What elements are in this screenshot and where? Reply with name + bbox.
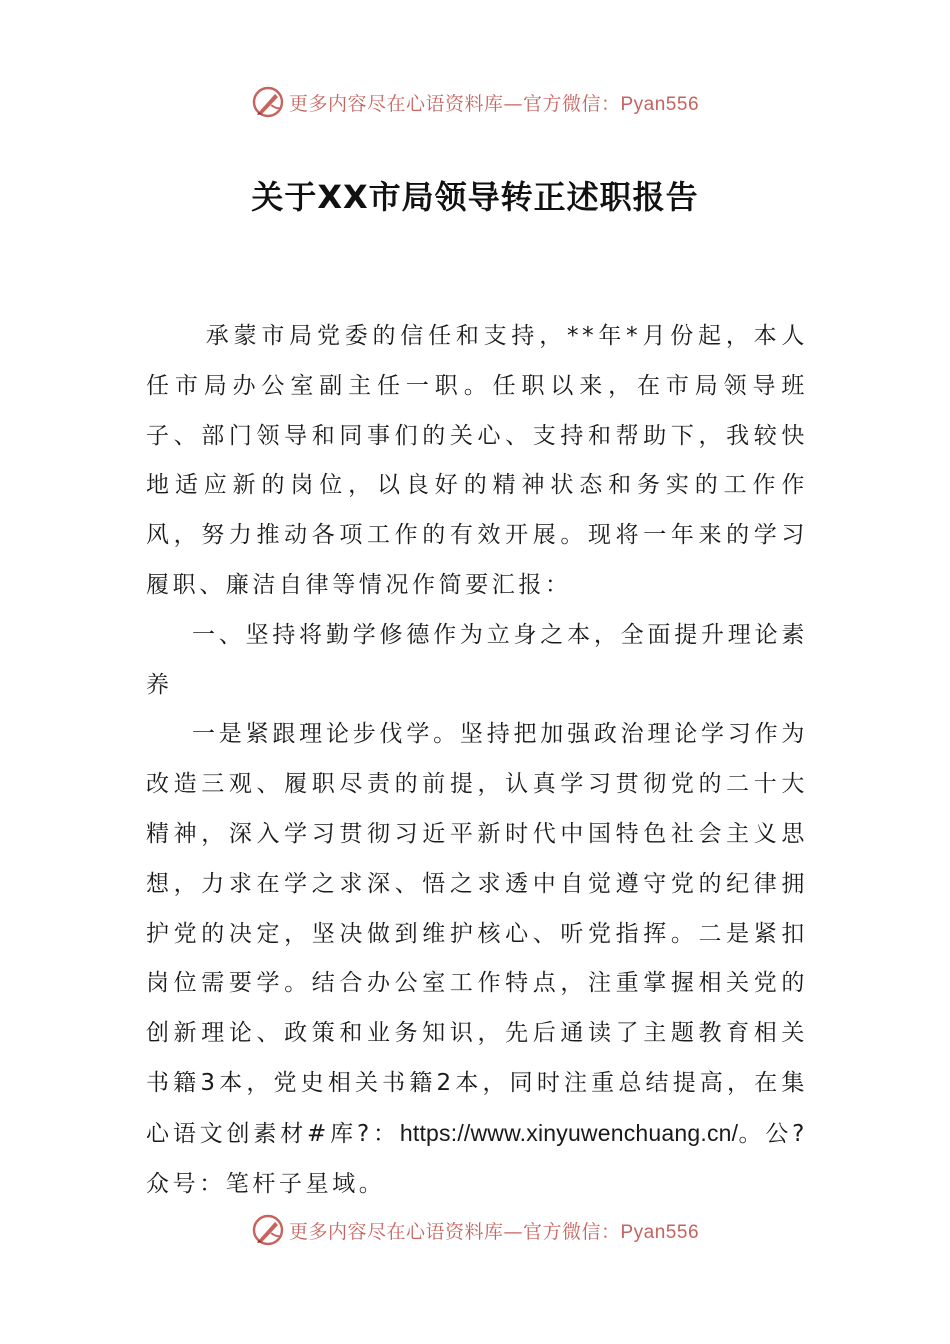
section-heading-1: 一、坚持将勤学修德作为立身之本，全面提升理论素养 (146, 621, 808, 698)
watermark-text: 更多内容尽在心语资料库—官方微信：Pyan556 (288, 1220, 700, 1243)
watermark-banner-top (0, 82, 950, 122)
watermark-banner-bottom (0, 1210, 950, 1250)
pen-logo-icon (251, 85, 285, 119)
watermark-text: 更多内容尽在心语资料库—官方微信：Pyan556 (288, 92, 700, 115)
paragraph-tail: 。公?众号：笔杆子星域。 (146, 1120, 808, 1197)
pen-logo-icon (251, 1213, 285, 1247)
document-body (146, 312, 808, 1209)
wechat-id: Pyan556 (620, 93, 700, 115)
paragraph-intro: 承蒙市局党委的信任和支持，**年*月份起，本人任市局办公室副主任一职。任职以来，在市局领导班子、部门领导和同事们的关心、支持和帮助下，我较快地适应新的岗位，以良好的精神状态和务实的工作作风，努力推动各项工作的有效开展。现将一年来的学习履职、廉洁自律等情况作简要汇报： (146, 323, 808, 598)
source-url: https://www.xinyuwenchuang.cn/ (399, 1119, 739, 1146)
wechat-id: Pyan556 (620, 1221, 700, 1243)
document-title: 关于XX市局领导转正述职报告 (251, 178, 699, 216)
paragraph-study: 一是紧跟理论步伐学。坚持把加强政治理论学习作为改造三观、履职尽责的前提，认真学习贯彻党的二十大精神，深入学习贯彻习近平新时代中国特色社会主义思想，力求在学之求深、悟之求透中自觉遵守党的纪律拥护党的决定，坚决做到维护核心、听党指挥。二是紧扣岗位需要学。结合办公室工作特点，注重掌握相关党的创新理论、政策和业务知识，先后通读了主题教育相关书籍3本，党史相关书籍2本，同时注重总结提高，在集心语文创素材#库?：https://www.xinyuwenchuang.cn/。公?众号：笔杆子星域。 (146, 721, 808, 1197)
